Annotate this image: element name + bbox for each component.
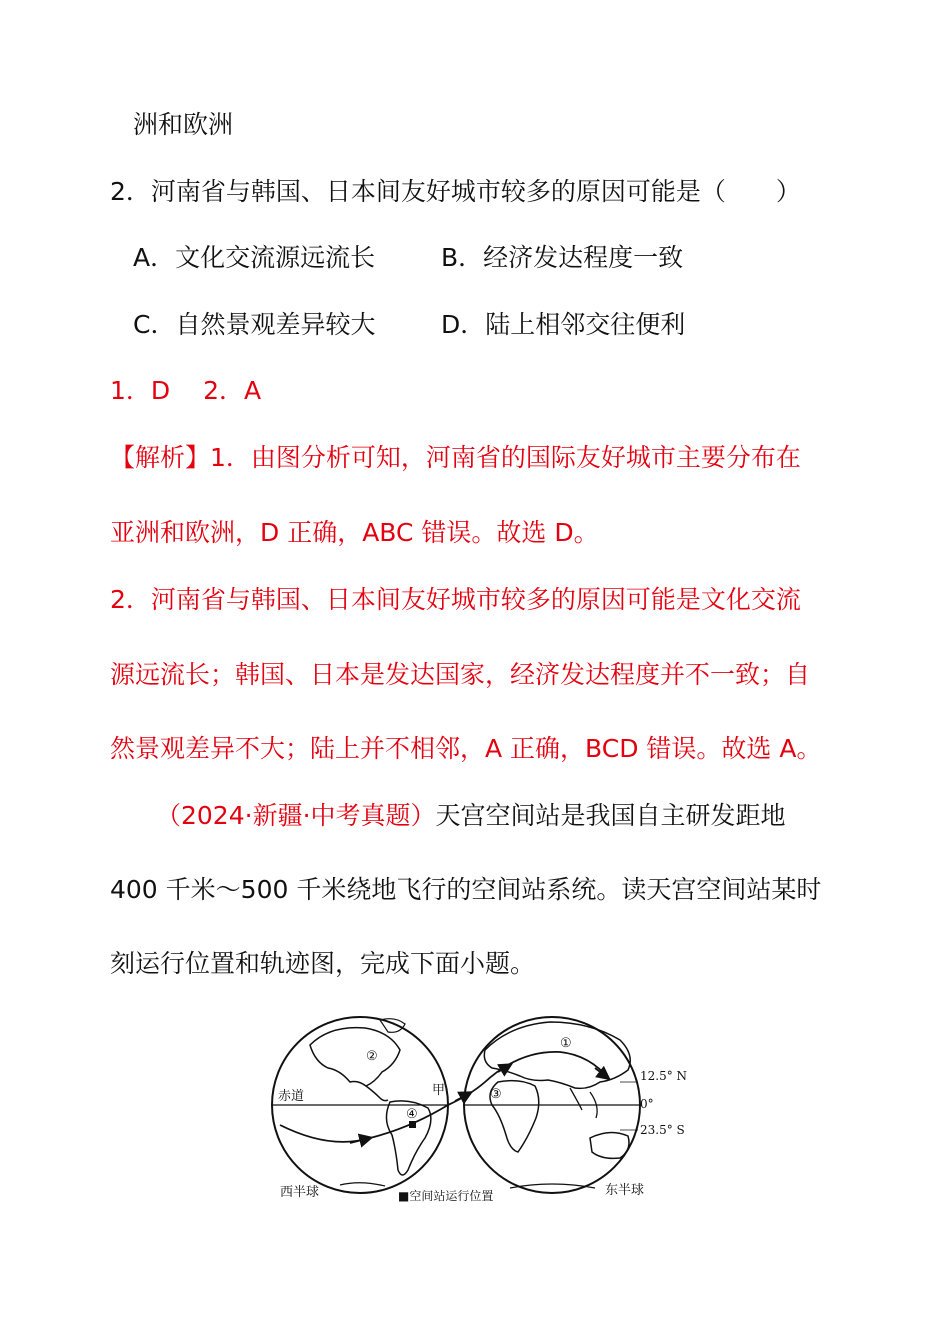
- jia-label: 甲: [432, 1083, 446, 1098]
- question-intro: 天宫空间站是我国自主研发距地: [435, 801, 786, 830]
- analysis-line-4: 源远流长；韩国、日本是发达国家，经济发达程度并不一致；自: [110, 660, 811, 689]
- station-position-marker: [409, 1121, 416, 1128]
- marker-3: ③: [490, 1087, 502, 1102]
- continuation-line: 洲和欧洲: [133, 110, 234, 139]
- analysis-line-5: 然景观差异不大；陆上并不相邻，A 正确，BCD 错误。故选 A。: [110, 734, 822, 763]
- west-hemisphere-label: 西半球: [280, 1185, 320, 1200]
- analysis-line-2: 亚洲和欧洲，D 正确，ABC 错误。故选 D。: [110, 518, 599, 547]
- option-b: B．经济发达程度一致: [441, 243, 684, 272]
- analysis-line-1: 【解析】1．由图分析可知，河南省的国际友好城市主要分布在: [110, 443, 801, 472]
- next-question-line-2: 400 千米～500 千米绕地飞行的空间站系统。读天宫空间站某时: [110, 875, 822, 904]
- question-source: （2024·新疆·中考真题）: [156, 801, 436, 830]
- equator-label: 赤道: [278, 1089, 305, 1104]
- lat-label-north: 12.5° N: [640, 1069, 688, 1083]
- answer-line: 1．D 2．A: [110, 376, 262, 405]
- marker-1: ①: [560, 1036, 572, 1051]
- question-2-stem: 2．河南省与韩国、日本间友好城市较多的原因可能是（ ）: [110, 177, 801, 206]
- lat-label-equator: 0°: [640, 1097, 654, 1111]
- next-question-line-3: 刻运行位置和轨迹图，完成下面小题。: [110, 949, 536, 978]
- marker-2: ②: [366, 1049, 378, 1064]
- legend-label: ■空间站运行位置: [398, 1189, 494, 1203]
- option-a: A．文化交流源远流长: [133, 243, 376, 272]
- next-question-line-1: [156, 799, 786, 833]
- east-hemisphere-label: 东半球: [605, 1183, 645, 1198]
- lat-label-south: 23.5° S: [640, 1123, 685, 1137]
- option-d: D．陆上相邻交往便利: [441, 310, 686, 339]
- space-station-orbit-map: [270, 1010, 690, 1210]
- marker-4: ④: [406, 1107, 418, 1122]
- analysis-line-3: 2．河南省与韩国、日本间友好城市较多的原因可能是文化交流: [110, 585, 801, 614]
- option-c: C．自然景观差异较大: [133, 310, 376, 339]
